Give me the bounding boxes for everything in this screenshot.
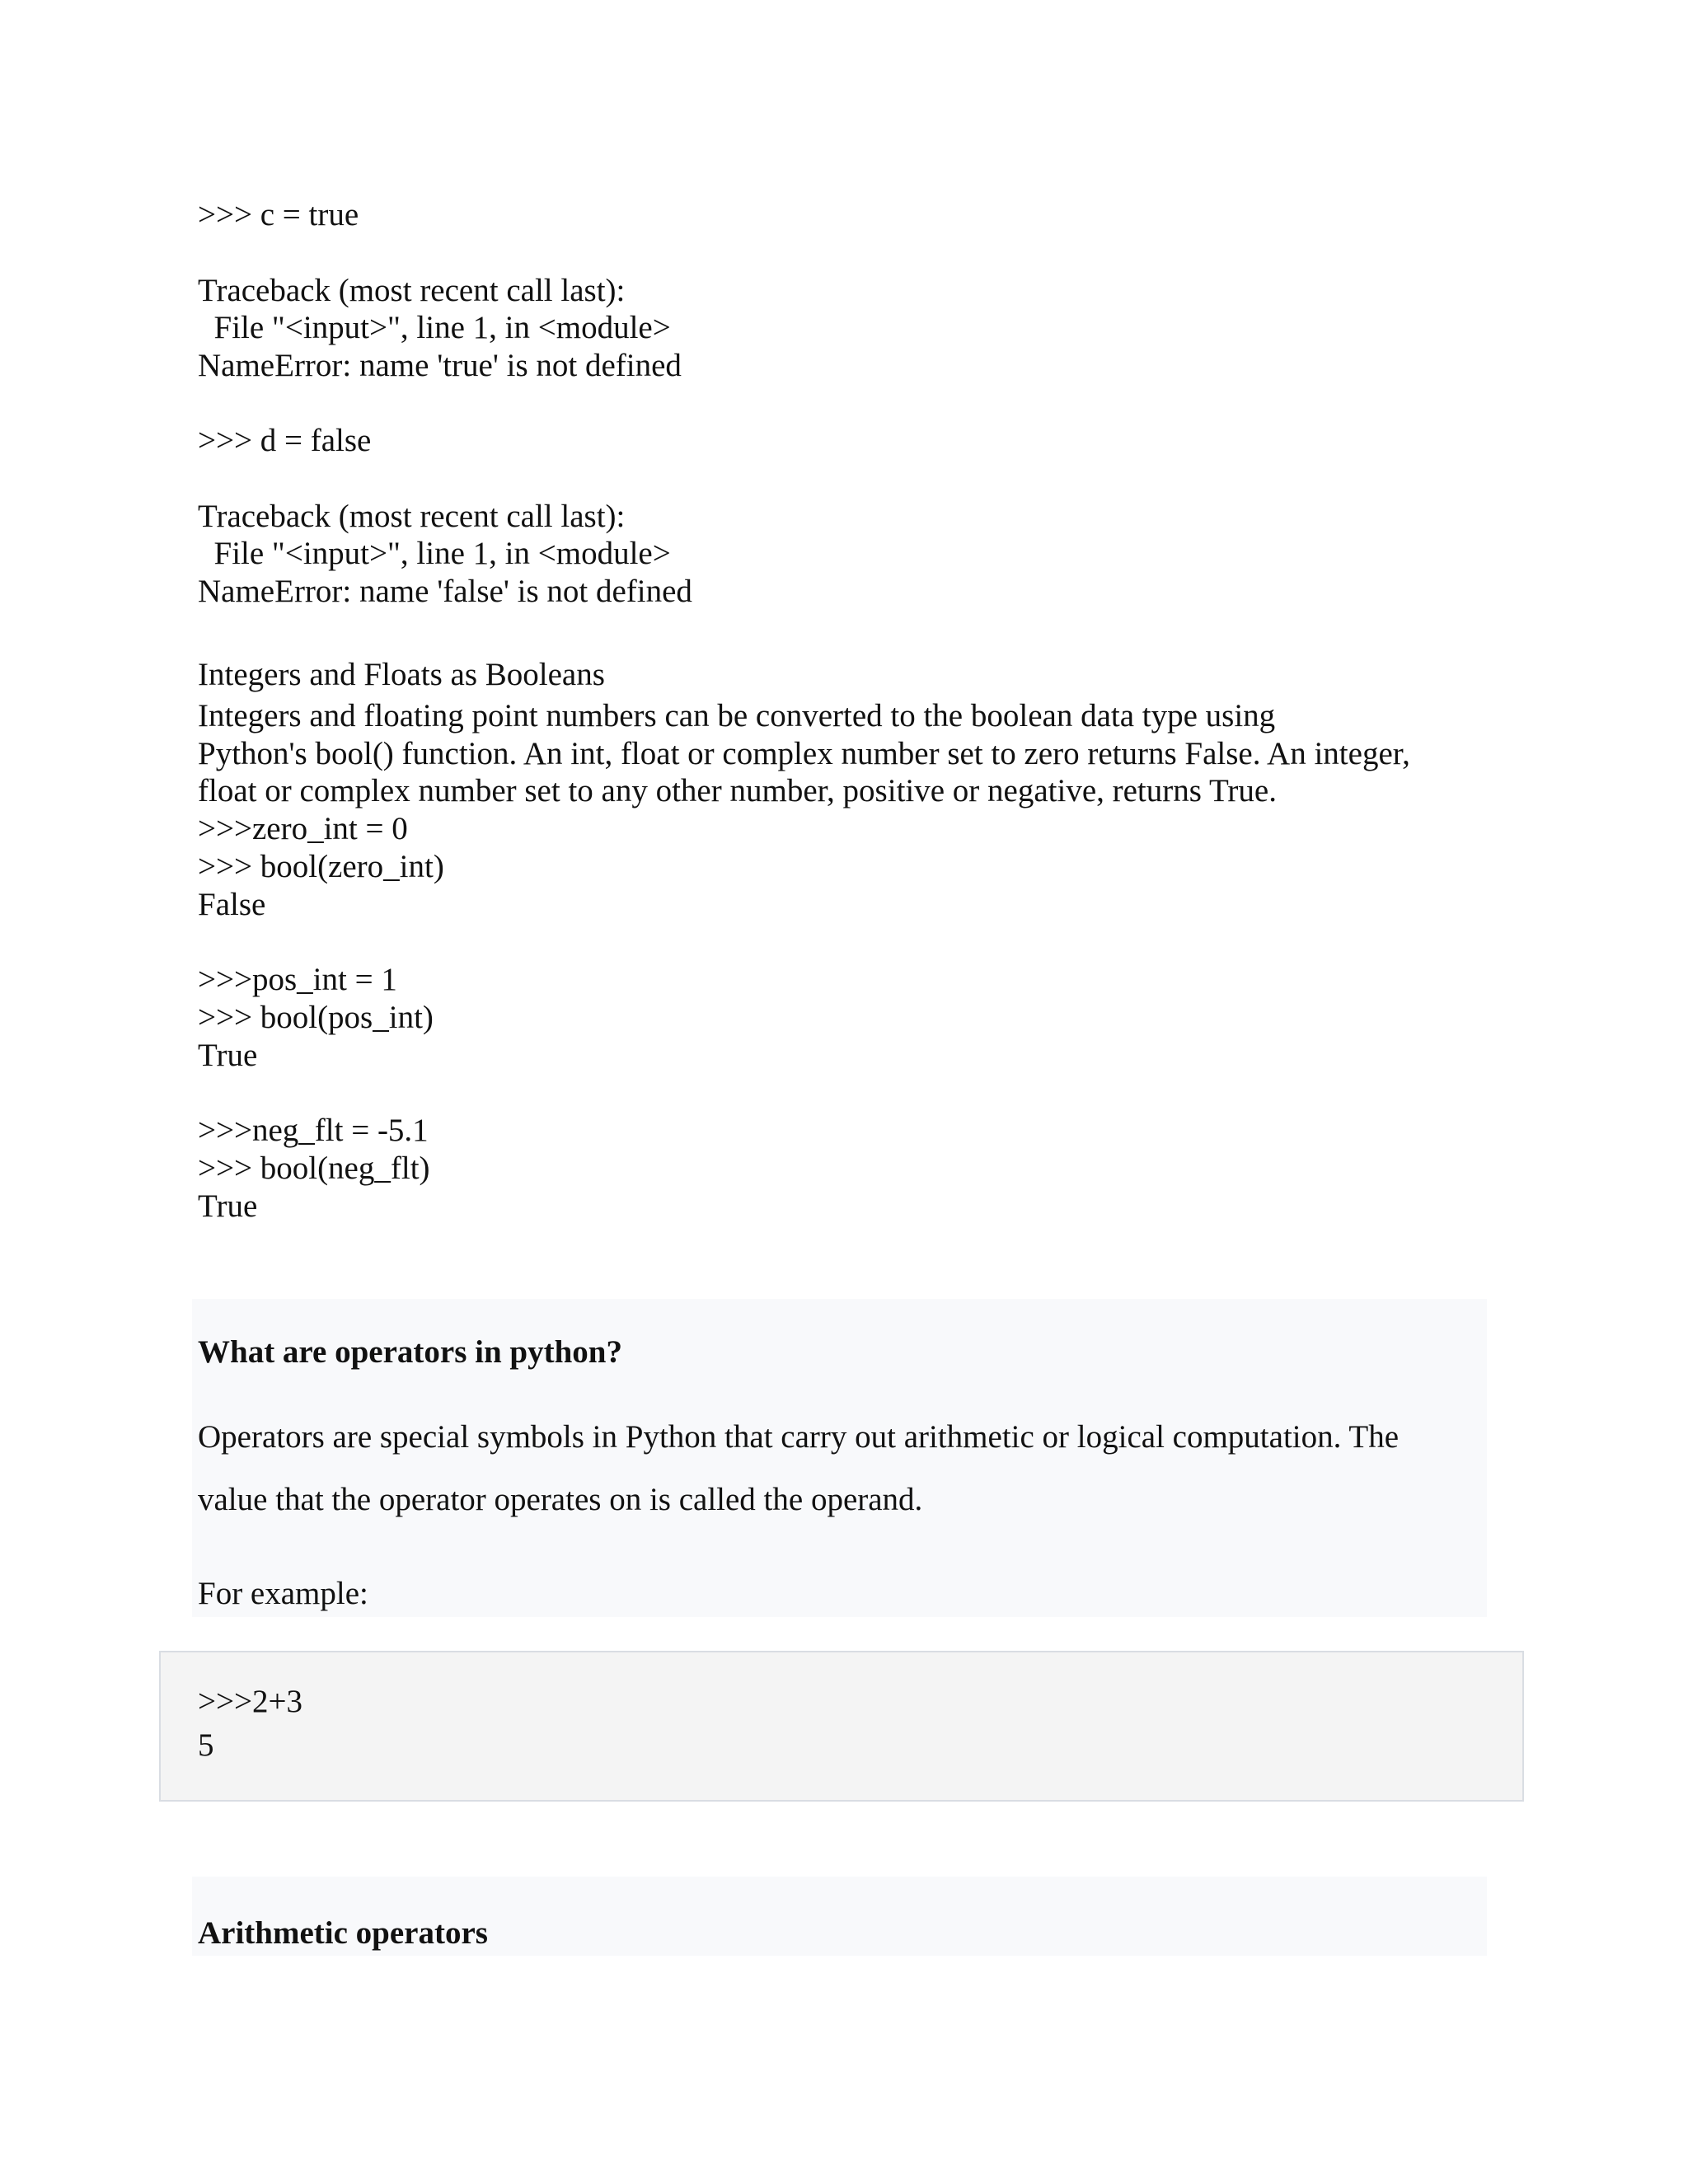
- paragraph-line: Operators are special symbols in Python that carry out arithmetic or logical computation. The: [198, 1419, 1400, 1455]
- traceback-line: Traceback (most recent call last):: [198, 273, 626, 308]
- code-line: >>> bool(neg_flt): [198, 1151, 430, 1186]
- paragraph-line: value that the operator operates on is called the operand.: [198, 1482, 923, 1517]
- error-line: NameError: name 'false' is not defined: [198, 574, 692, 609]
- error-line: NameError: name 'true' is not defined: [198, 348, 682, 383]
- section-heading: Integers and Floats as Booleans: [198, 657, 605, 692]
- code-line: >>> bool(pos_int): [198, 1000, 434, 1035]
- section-heading: Arithmetic operators: [198, 1915, 488, 1951]
- code-line: >>>2+3: [198, 1684, 302, 1719]
- paragraph-line: float or complex number set to any other number, positive or negative, returns True.: [198, 773, 1277, 808]
- output-line: False: [198, 887, 266, 922]
- code-block: [159, 1651, 1524, 1802]
- paragraph-line: Python's bool() function. An int, float or complex number set to zero returns False. An integer,: [198, 736, 1410, 771]
- traceback-line: Traceback (most recent call last):: [198, 499, 626, 534]
- code-line: >>> c = true: [198, 197, 359, 232]
- output-line: True: [198, 1038, 258, 1073]
- example-label: For example:: [198, 1576, 368, 1611]
- traceback-file-line: File "<input>", line 1, in <module>: [198, 536, 671, 571]
- traceback-file-line: File "<input>", line 1, in <module>: [198, 310, 671, 345]
- paragraph-line: Integers and floating point numbers can be converted to the boolean data type using: [198, 698, 1276, 733]
- output-line: 5: [198, 1727, 214, 1763]
- code-line: >>> bool(zero_int): [198, 849, 444, 884]
- code-line: >>> d = false: [198, 423, 372, 458]
- code-line: >>>neg_flt = -5.1: [198, 1113, 429, 1148]
- code-line: >>>pos_int = 1: [198, 962, 397, 997]
- section-heading: What are operators in python?: [198, 1334, 622, 1370]
- code-line: >>>zero_int = 0: [198, 811, 408, 846]
- output-line: True: [198, 1188, 258, 1224]
